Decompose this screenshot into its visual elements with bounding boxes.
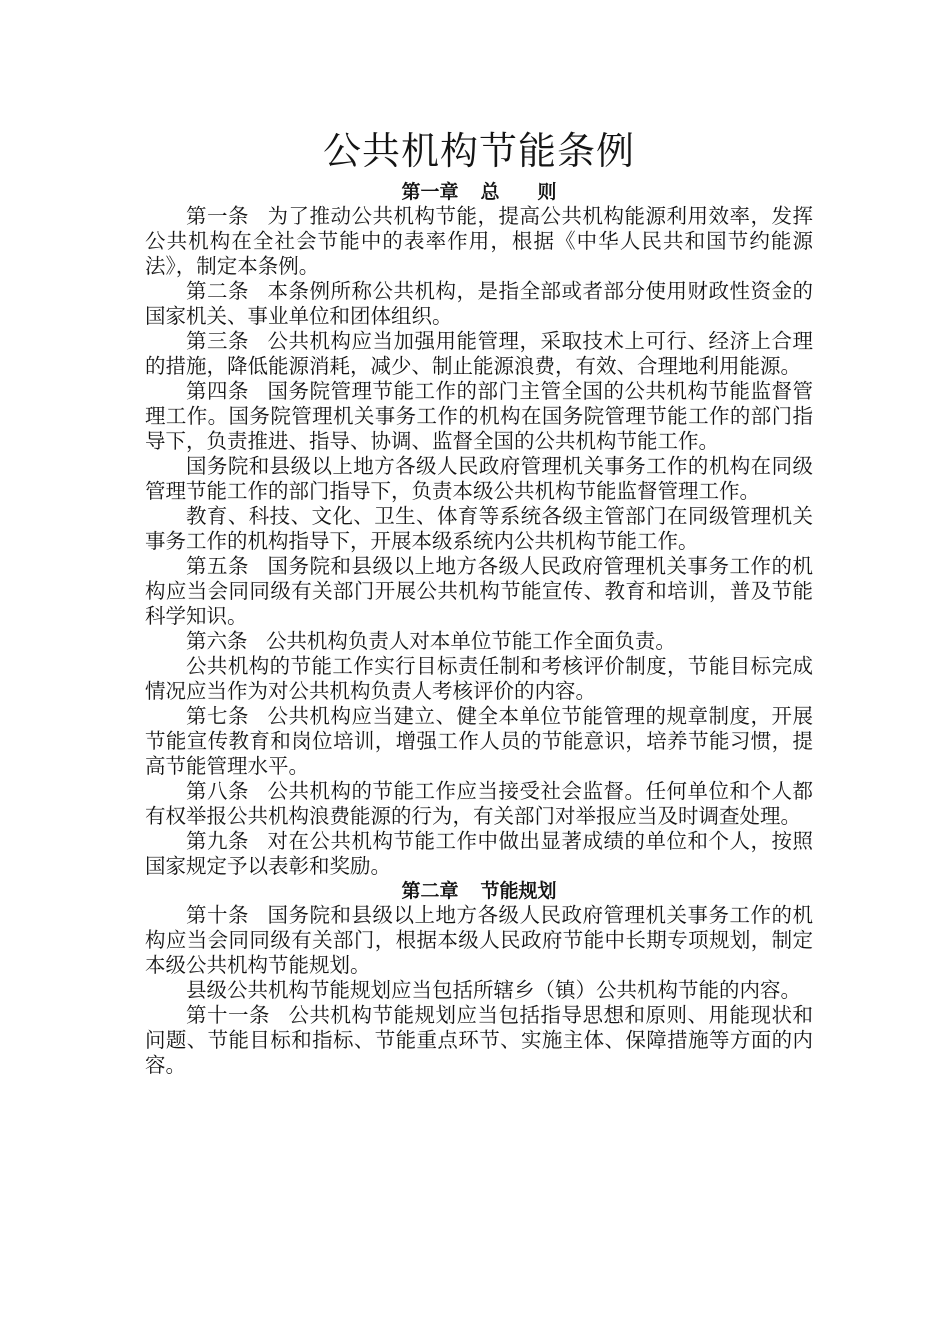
article-number: 第十条	[186, 903, 250, 927]
continuation-paragraph	[145, 978, 813, 1003]
chapter-name: 总 则	[480, 181, 557, 203]
article-paragraph	[145, 204, 813, 279]
paragraph-text: 公共机构的节能工作应当接受社会监督。任何单位和个人都有权举报公共机构浪费能源的行为，有关部门对举报应当及时调查处理。	[145, 779, 814, 828]
article-paragraph	[145, 629, 813, 654]
article-number: 第九条	[186, 829, 250, 853]
paragraph-text: 本条例所称公共机构，是指全部或者部分使用财政性资金的国家机关、事业单位和团体组织。	[145, 279, 814, 328]
document-page	[145, 128, 813, 1078]
paragraph-text: 公共机构应当加强用能管理，采取技术上可行、经济上合理的措施，降低能源消耗，减少、制止能源浪费，有效、合理地利用能源。	[145, 329, 814, 378]
article-number: 第八条	[186, 779, 250, 803]
article-paragraph	[145, 379, 813, 454]
paragraph-text: 教育、科技、文化、卫生、体育等系统各级主管部门在同级管理机关事务工作的机构指导下，开展本级系统内公共机构节能工作。	[145, 504, 813, 553]
article-number: 第二条	[186, 279, 250, 303]
chapter-heading	[145, 180, 813, 204]
paragraph-text: 县级公共机构节能规划应当包括所辖乡（镇）公共机构节能的内容。	[186, 978, 801, 1002]
chapter-number: 第二章	[401, 880, 459, 902]
article-number: 第十一条	[186, 1003, 271, 1027]
paragraph-text: 为了推动公共机构节能，提高公共机构能源利用效率，发挥公共机构在全社会节能中的表率作用，根据《中华人民共和国节约能源法》，制定本条例。	[145, 204, 814, 278]
chapter-heading	[145, 879, 813, 903]
article-number: 第五条	[186, 554, 250, 578]
paragraph-text: 公共机构节能规划应当包括指导思想和原则、用能现状和问题、节能目标和指标、节能重点环节、实施主体、保障措施等方面的内容。	[145, 1003, 814, 1077]
chapter-name: 节能规划	[480, 880, 557, 902]
article-paragraph	[145, 279, 813, 329]
article-number: 第六条	[186, 629, 248, 653]
paragraph-text: 对在公共机构节能工作中做出显著成绩的单位和个人，按照国家规定予以表彰和奖励。	[145, 829, 814, 878]
document-title: 公共机构节能条例	[322, 129, 635, 173]
continuation-paragraph	[145, 454, 813, 504]
paragraph-text: 国务院管理节能工作的部门主管全国的公共机构节能监督管理工作。国务院管理机关事务工作的机构在国务院管理节能工作的部门指导下，负责推进、指导、协调、监督全国的公共机构节能工作。	[145, 379, 814, 453]
paragraph-text: 公共机构负责人对本单位节能工作全面负责。	[265, 629, 676, 653]
article-paragraph	[145, 779, 813, 829]
article-number: 第三条	[186, 329, 250, 353]
paragraph-text: 公共机构应当建立、健全本单位节能管理的规章制度，开展节能宣传教育和岗位培训，增强工作人员的节能意识，培养节能习惯，提高节能管理水平。	[145, 704, 814, 778]
article-paragraph	[145, 704, 813, 779]
paragraph-text: 公共机构的节能工作实行目标责任制和考核评价制度，节能目标完成情况应当作为对公共机构负责人考核评价的内容。	[145, 654, 813, 703]
article-number: 第四条	[186, 379, 250, 403]
continuation-paragraph	[145, 504, 813, 554]
article-paragraph	[145, 1003, 813, 1078]
paragraph-text: 国务院和县级以上地方各级人民政府管理机关事务工作的机构在同级管理节能工作的部门指导下，负责本级公共机构节能监督管理工作。	[145, 454, 813, 503]
article-paragraph	[145, 329, 813, 379]
article-number: 第一条	[186, 204, 250, 228]
continuation-paragraph	[145, 654, 813, 704]
article-paragraph	[145, 554, 813, 629]
article-paragraph	[145, 903, 813, 978]
article-number: 第七条	[186, 704, 250, 728]
paragraph-text: 国务院和县级以上地方各级人民政府管理机关事务工作的机构应当会同同级有关部门开展公共机构节能宣传、教育和培训，普及节能科学知识。	[145, 554, 814, 628]
paragraph-text: 国务院和县级以上地方各级人民政府管理机关事务工作的机构应当会同同级有关部门，根据本级人民政府节能中长期专项规划，制定本级公共机构节能规划。	[145, 903, 814, 977]
article-paragraph	[145, 829, 813, 879]
chapter-number: 第一章	[401, 181, 459, 203]
